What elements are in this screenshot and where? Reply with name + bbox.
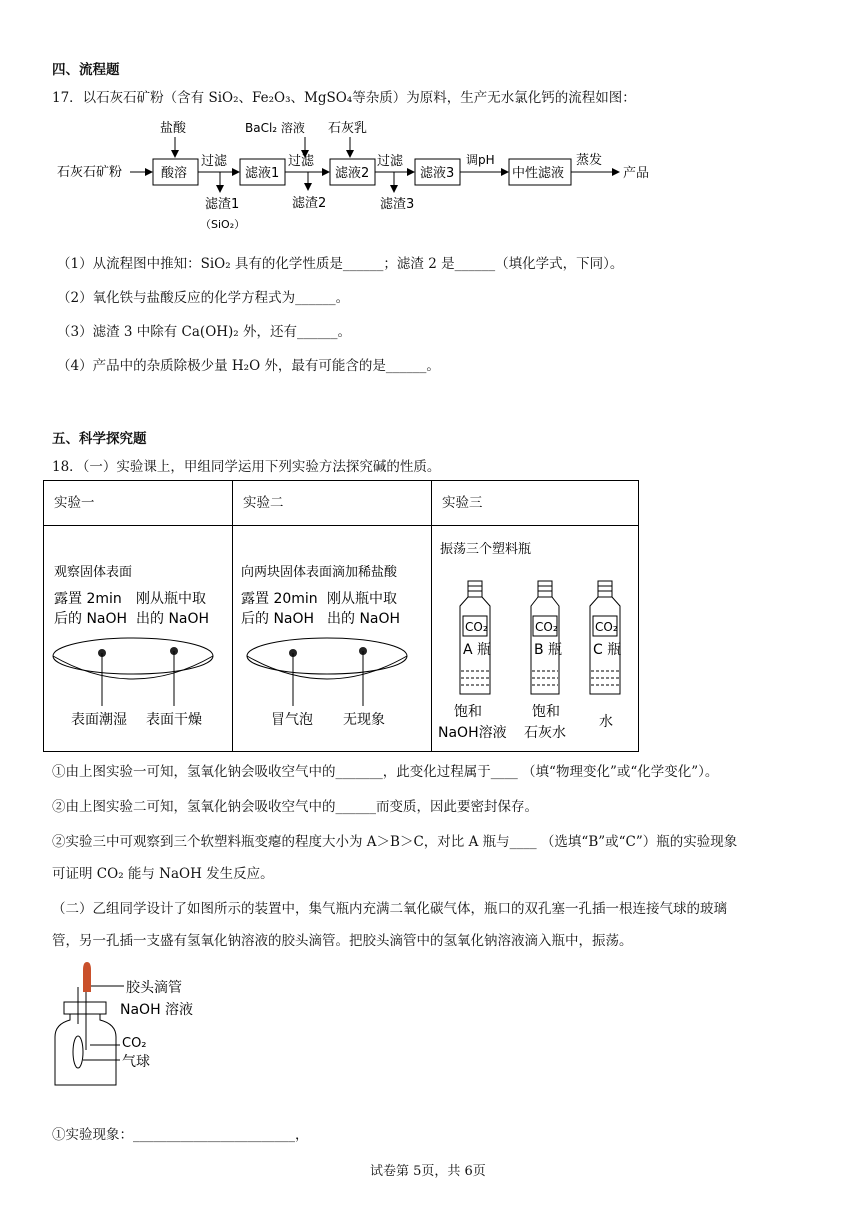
- bottle-b-liquid-2: 石灰水: [524, 725, 566, 741]
- bottle-a-liquid-2: NaOH溶液: [438, 725, 507, 741]
- step2-label: 过滤: [288, 154, 315, 169]
- bottle-b-gas: CO₂: [535, 620, 558, 634]
- page-footer: 试卷第 5页，共 6页: [370, 1164, 486, 1179]
- label-naoh: NaOH 溶液: [120, 1002, 194, 1018]
- cell-exp1: [44, 526, 233, 752]
- statement-1: ①由上图实验一可知，氢氧化钠会吸收空气中的_______，此变化过程属于____ （填“物理变化”或“化学变化”）。: [52, 764, 719, 780]
- exp1-left-b: 后的 NaOH: [54, 611, 128, 627]
- cell-exp2: [233, 526, 432, 752]
- apparatus-diagram: [50, 962, 250, 1090]
- box2-label: 滤液1: [245, 166, 280, 181]
- exp1-left-a: 露置 2min: [54, 591, 122, 607]
- q17-sub4: （4）产品中的杂质除极少量 H₂O 外，最有可能含的是______。: [57, 358, 440, 374]
- cell-exp3: [432, 526, 639, 752]
- q17-sub3: （3）滤渣 3 中除有 Ca(OH)₂ 外，还有______。: [57, 324, 352, 340]
- exp3-title: 振荡三个塑料瓶: [440, 542, 532, 557]
- step3-label: 过滤: [377, 154, 404, 169]
- residue1: 滤渣1: [205, 197, 240, 212]
- q17-sub1: （1）从流程图中推知：SiO₂ 具有的化学性质是______；滤渣 2 是______（填化学式，下同）。: [57, 256, 624, 272]
- q18-intro: 18．（一）实验课上，甲组同学运用下列实验方法探究碱的性质。: [52, 459, 441, 475]
- exp2-left-a: 露置 20min: [241, 591, 318, 607]
- residue1-note: （SiO₂）: [200, 218, 246, 231]
- label-balloon: 气球: [122, 1054, 150, 1070]
- bottle-b-liquid-1: 饱和: [532, 704, 560, 720]
- exp2-right-a: 刚从瓶中取: [327, 591, 397, 607]
- header-exp3: 实验三: [432, 481, 639, 526]
- reagent-lime: 石灰乳: [328, 121, 368, 136]
- bottle-a-gas: CO₂: [465, 620, 488, 634]
- header-exp2: 实验二: [233, 481, 432, 526]
- flow-end: 产品: [623, 166, 650, 181]
- reagent-hcl: 盐酸: [160, 121, 187, 136]
- reagent-bacl2: BaCl₂ 溶液: [245, 121, 305, 135]
- flow-start: 石灰石矿粉: [57, 165, 123, 180]
- section5-heading: 五、科学探究题: [52, 431, 147, 447]
- box1-label: 酸溶: [161, 166, 188, 181]
- exp2-result-left: 冒气泡: [271, 712, 313, 728]
- exp2-title: 向两块固体表面滴加稀盐酸: [241, 565, 398, 580]
- header-exp1: 实验一: [44, 481, 233, 526]
- bottle-c-liquid: 水: [599, 714, 613, 730]
- bottle-c: [590, 581, 621, 730]
- section4-heading: 四、流程题: [52, 62, 120, 78]
- step4-label: 调pH: [466, 153, 495, 167]
- part2-line2: 管，另一孔插一支盛有氢氧化钠溶液的胶头滴管。把胶头滴管中的氢氧化钠溶液滴入瓶中，振荡。: [52, 933, 633, 949]
- stopper: [64, 1002, 106, 1014]
- box5-label: 中性滤液: [512, 166, 565, 181]
- box4-label: 滤液3: [420, 166, 455, 181]
- exp2-result-right: 无现象: [343, 712, 385, 728]
- residue2: 滤渣2: [292, 196, 327, 211]
- exp1-right-b: 出的 NaOH: [136, 611, 210, 627]
- bottle-a-liquid-1: 饱和: [454, 704, 482, 720]
- exp2-left-b: 后的 NaOH: [241, 611, 315, 627]
- bottle-b: [524, 581, 566, 741]
- exp1-right-a: 刚从瓶中取: [136, 591, 206, 607]
- box3-label: 滤液2: [335, 166, 370, 181]
- phenomenon-line: ①实验现象：________________________，: [52, 1127, 309, 1143]
- residue3: 滤渣3: [380, 197, 415, 212]
- step1-label: 过滤: [201, 154, 228, 169]
- q17-sub2: （2）氧化铁与盐酸反应的化学方程式为______。: [57, 290, 350, 306]
- q17-intro: 17．以石灰石矿粉（含有 SiO₂、Fe₂O₃、MgSO₄等杂质）为原料，生产无水氯化钙的流程如图：: [52, 90, 636, 106]
- dropper-bulb: [83, 962, 91, 992]
- bottle-b-label: B 瓶: [534, 642, 563, 658]
- statement-2: ②由上图实验二可知，氢氧化钠会吸收空气中的______而变质，因此要密封保存。: [52, 799, 538, 815]
- bottle-c-label: C 瓶: [593, 642, 622, 658]
- flow-diagram: [40, 112, 680, 240]
- label-dropper: 胶头滴管: [126, 980, 182, 996]
- label-co2: CO₂: [122, 1036, 147, 1051]
- statement-3a: ②实验三中可观察到三个软塑料瓶变瘪的程度大小为 A＞B＞C，对比 A 瓶与____ （选填“B”或“C”）瓶的实验现象: [52, 834, 738, 850]
- exp2-right-b: 出的 NaOH: [327, 611, 401, 627]
- watch-glass: [53, 638, 213, 674]
- exp1-result-left: 表面潮湿: [71, 712, 127, 728]
- step5-label: 蒸发: [576, 153, 603, 168]
- exp1-result-right: 表面干燥: [146, 712, 202, 728]
- balloon: [73, 1036, 83, 1068]
- watch-glass-2: [247, 638, 407, 674]
- part2-line1: （二）乙组同学设计了如图所示的装置中，集气瓶内充满二氧化碳气体，瓶口的双孔塞一孔插一根连接气球的玻璃: [52, 901, 727, 917]
- bottle-a: [438, 581, 507, 741]
- bottle-a-label: A 瓶: [463, 642, 492, 658]
- statement-3b: 可证明 CO₂ 能与 NaOH 发生反应。: [52, 866, 274, 882]
- bottle-c-gas: CO₂: [595, 620, 618, 634]
- experiment-table: [43, 480, 639, 752]
- exp1-title: 观察固体表面: [54, 565, 133, 580]
